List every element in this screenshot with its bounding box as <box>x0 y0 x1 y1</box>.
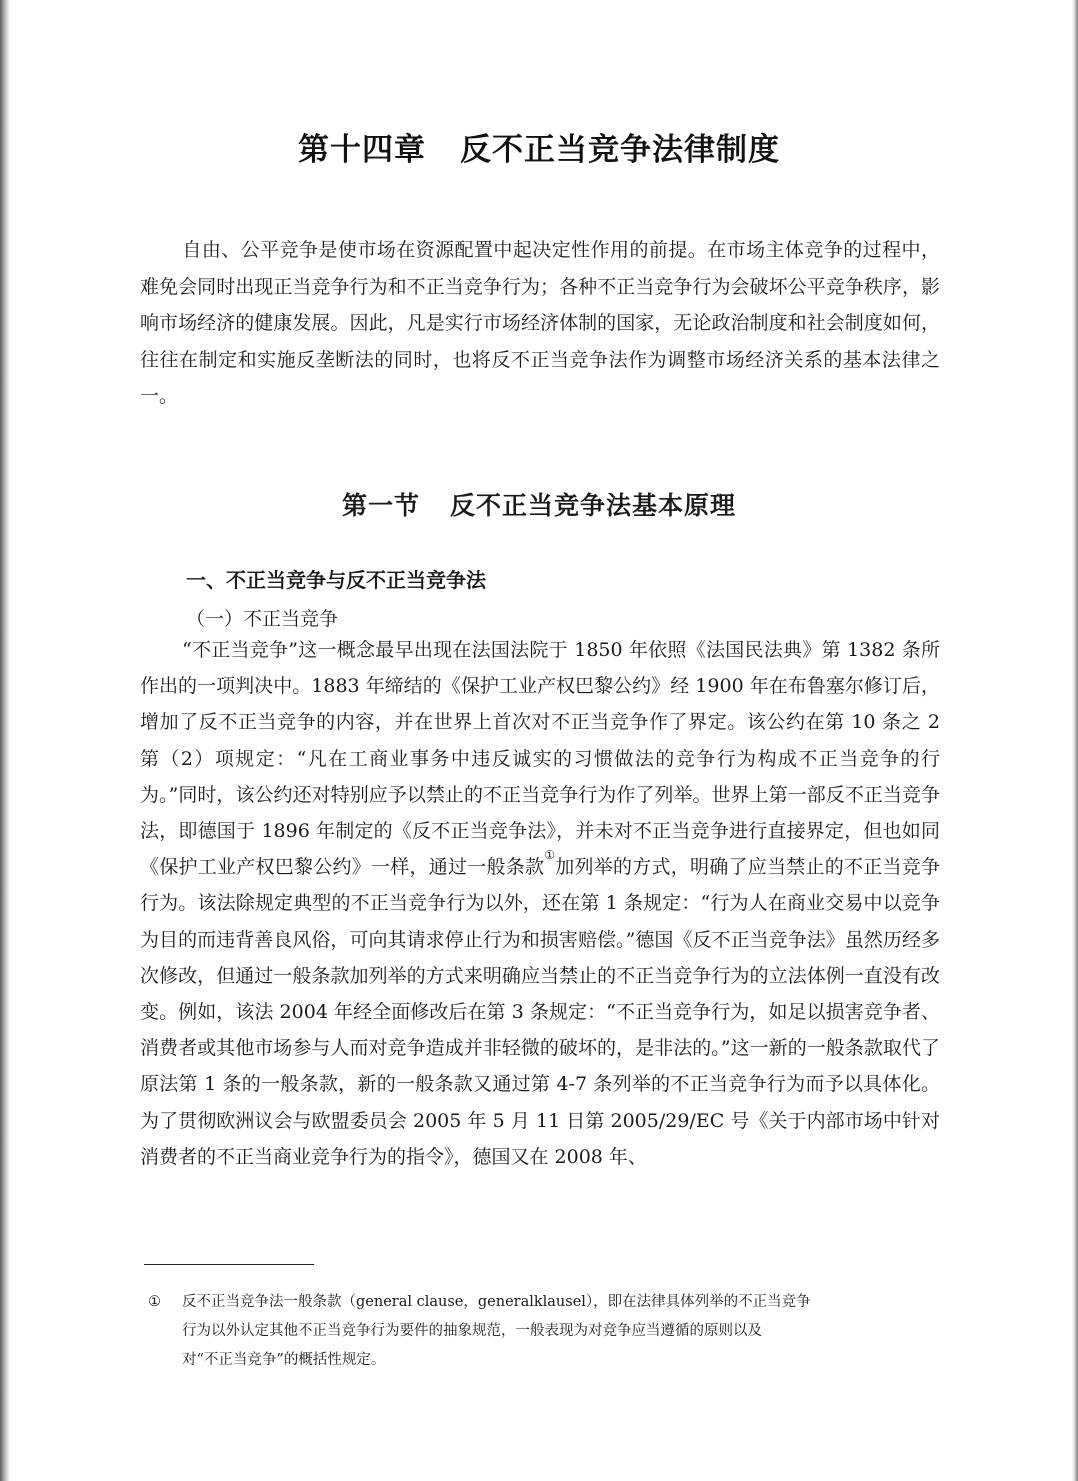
footnote-divider <box>144 1264 314 1265</box>
footnote-line-1: 反不正当竞争法一般条款（general clause，generalklausel），即在法律具体列举的不正当竞争 <box>182 1294 811 1310</box>
chapter-number: 第十四章 <box>298 132 426 168</box>
section-number: 第一节 <box>341 491 420 520</box>
subheading-level-2: （一）不正当竞争 <box>186 608 339 630</box>
body-text-part2: 加列举的方式，明确了应当禁止的不正当竞争行为。该法除规定典型的不正当竞争行为以外，还在第 1 条规定：“行为人在商业交易中以竞争为目的而违背善良风俗，可向其请求停止行为和损害赔偿。”德国《反不正当竞争法》虽然历经多次修改，但通过一般条款加列举的方式来明确应当禁止的不正当竞争行为的立法体例一直没有改变。例如，该法 2004 年经全面修改后在第 3 条规定：“不正当竞争行为，如足以损害竞争者、消费者或其他市场参与人而对竞争造成并非轻微的破坏的，是非法的。”这一新的一般条款取代了原法第 1 条的一般条款，新的一般条款又通过第 4-7 条列举的不正当竞争行为而予以具体化。为了贯彻欧洲议会与欧盟委员会 2005 年 5 月 11 日第 2005/29/EC 号《关于内部市场中针对消费者的不正当商业竞争行为的指令》，德国又在 2008 年、 <box>140 856 940 1168</box>
footnote-line-2: 行为以外认定其他不正当竞争行为要件的抽象规范，一般表现为对竞争应当遵循的原则以及 <box>182 1323 762 1339</box>
section-name: 反不正当竞争法基本原理 <box>450 491 737 520</box>
footnote <box>148 1288 948 1375</box>
chapter-name: 反不正当竞争法律制度 <box>460 132 780 168</box>
footnote-line-3: 对“不正当竞争”的概括性规定。 <box>182 1352 386 1368</box>
footnote-reference[interactable]: ① <box>544 848 556 863</box>
body-text-part1: “不正当竞争”这一概念最早出现在法国法院于 1850 年依照《法国民法典》第 1382 条所作出的一项判决中。1883 年缔结的《保护工业产权巴黎公约》经 1900 年在布鲁塞尔修订后，增加了反不正当竞争的内容，并在世界上首次对不正当竞争作了界定。该公约在第 10 条之 2 第（2）项规定：“凡在工商业事务中违反诚实的习惯做法的竞争行为构成不正当竞争的行为。”同时，该公约还对特别应予以禁止的不正当竞争行为作了列举。世界上第一部反不正当竞争法，即德国于 1896 年制定的《反不正当竞争法》，并未对不正当竞争进行直接界定，但也如同《保护工业产权巴黎公约》一样，通过一般条款 <box>140 639 940 879</box>
intro-text: 自由、公平竞争是使市场在资源配置中起决定性作用的前提。在市场主体竞争的过程中，难免会同时出现正当竞争行为和不正当竞争行为；各种不正当竞争行为会破坏公平竞争秩序，影响市场经济的健康发展。因此，凡是实行市场经济体制的国家，无论政治制度和社会制度如何，往往在制定和实施反垄断法的同时，也将反不正当竞争法作为调整市场经济关系的基本法律之一。 <box>140 239 940 407</box>
footnote-marker: ① <box>148 1294 161 1310</box>
intro-paragraph <box>140 232 940 415</box>
chapter-title <box>0 124 1078 169</box>
subheading-level-1: 一、不正当竞争与反不正当竞争法 <box>186 568 486 592</box>
section-title <box>0 486 1078 522</box>
body-paragraph <box>140 632 940 1175</box>
